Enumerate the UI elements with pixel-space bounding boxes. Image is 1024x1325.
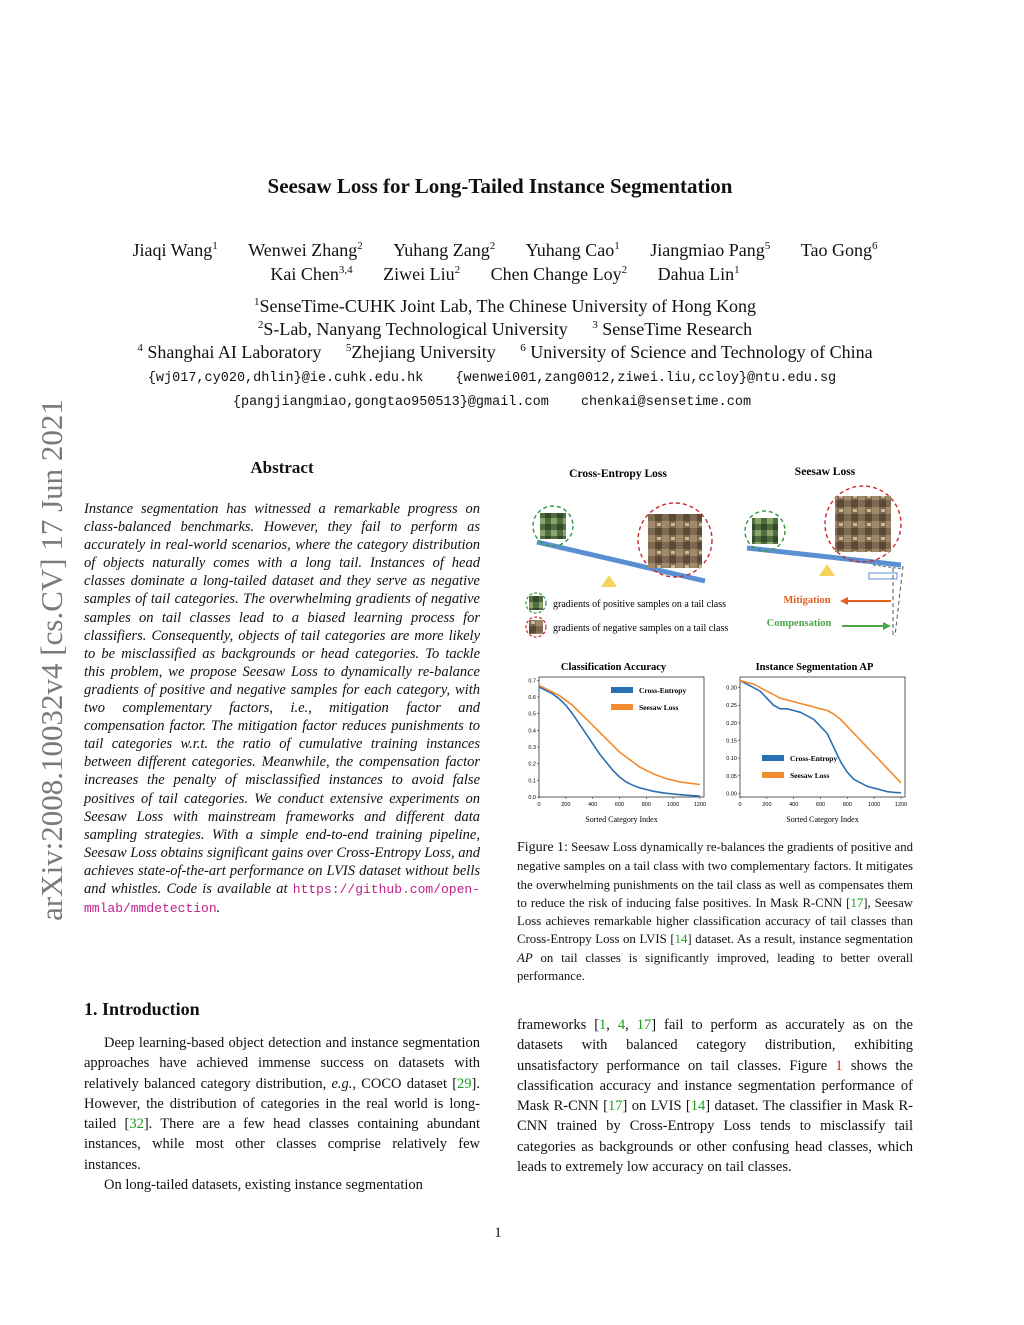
chart-title: Instance Segmentation AP [755,662,874,673]
classification-accuracy-chart [515,655,712,827]
citation-link[interactable]: 14 [690,1098,706,1115]
compensation-arrow-head [883,622,891,630]
y-tick-label: 0.10 [726,756,737,763]
abstract-heading: Abstract [250,458,314,477]
citation-link[interactable]: 14 [674,932,688,947]
citation-link[interactable]: 17 [636,1017,652,1033]
negative-samples-thumbnails [835,496,891,552]
author: Jiaqi Wang$^1$ [132,240,218,260]
mitigation-arrow-head [840,597,848,605]
instance-segmentation-ap-chart [716,655,913,827]
chart-title: Classification Accuracy [560,662,667,673]
citation-link[interactable]: 29 [457,1075,472,1092]
author: Dahua Lin$^1$ [657,264,740,284]
right-panel-title: Seesaw Loss [794,466,856,478]
legend-swatch [611,704,633,710]
dashed-guide [895,566,903,636]
code-link[interactable]: https://github.com/open-mmlab/mmdetection [84,881,481,917]
seesaw-pivot [819,564,835,576]
negative-legend-text: gradients of negative samples on a tail class [553,623,729,634]
email-row-1 [0,371,984,386]
arxiv-identifier: arXiv:2008.10032v4 [cs.CV] 17 Jun 2021 [34,399,69,921]
x-tick-label: 800 [641,802,651,808]
citation-link[interactable]: 17 [607,1098,623,1115]
email-address: {pangjiangmiao,gongtao950513}@gmail.com [232,395,549,410]
affiliation: $^4$ Shanghai AI Laboratory [137,342,322,362]
figure-reference-link[interactable]: 1 [835,1057,843,1074]
mitigation-label: Mitigation [783,595,831,606]
author: Chen Change Loy$^2$ [490,264,628,284]
y-tick-label: 0.00 [726,791,737,798]
author: Tao Gong$^6$ [800,240,878,260]
series-line-seesaw-loss [539,685,700,784]
paper-title: Seesaw Loss for Long-Tailed Instance Segmentation [267,174,733,198]
author: Ziwei Liu$^2$ [383,264,461,284]
x-tick-label: 600 [614,802,625,808]
legend-swatch [762,755,784,761]
author-list-row-1 [0,240,1010,261]
author: Kai Chen$^{3,4}$ [270,264,353,284]
author: Yuhang Zang$^2$ [393,240,496,260]
affiliation-row-3 [0,342,1010,363]
positive-legend-text: gradients of positive samples on a tail class [553,599,727,610]
affiliation: $^2$S-Lab, Nanyang Technological University [257,319,568,339]
intro-paragraph-1: Deep learning-based object detection and instance segmentation approaches have achieved immense success on datasets with relatively balanced category distribution, e.g., COCO dataset [29]. However, the distribution of categories in the real world is long-tailed [32]. There are a few head classes containing abundant instances, while most other classes comprise relatively few instances. On long-tailed datasets, existing instance segmentation [84,1033,480,1195]
arxiv-sidebar [22,360,82,960]
y-tick-label: 0.3 [528,745,536,751]
intro-paragraph-2: On long-tailed datasets, existing instance segmentation [104,1177,423,1194]
page-number: 1 [494,1225,502,1241]
x-tick-label: 0 [537,802,541,808]
x-tick-label: 1200 [693,802,707,808]
abstract-body: Instance segmentation has witnessed a remarkable progress on class-balanced benchmarks. However, they fail to perform as accurately in real-world scenarios, where the category distribution of objects naturally comes with a long tail. Instances of head classes dominate a long-tailed dataset and they serve as negative samples of tail categories. The overwhelming gradients of negative samples on tail classes lead to a biased learning process for classifiers. Consequently, objects of tail categories are more likely to be misclassified as backgrounds or head categories. To tackle this problem, we propose Seesaw Loss to dynamically re-balance gradients of positive and negative samples for each category, with two complementary factors, i.e., mitigation factor and compensation factor. The mitigation factor reduces punishments to tail categories w.r.t. the ratio of cumulative training instances between different categories. Meanwhile, the compensation factor increases the penalty of misclassified instances to avoid false positives of tail categories. We conduct extensive experiments on Seesaw Loss with mainstream frameworks and different data sampling strategies. With a simple end-to-end training pipeline, Seesaw Loss obtains significant gains over Cross-Entropy Loss, and achieves state-of-the-art performance on LVIS dataset without bells and whistles. Code is available at https://github.com/open-mmlab/mmdetection. [84,501,481,917]
legend-label: Seesaw Loss [639,703,679,712]
seesaw-loss-seesaw [745,486,903,638]
x-tick-label: 1000 [667,802,680,808]
affiliation-row-1 [0,296,1010,317]
citation-link[interactable]: 1 [599,1017,607,1033]
x-tick-label: 200 [561,802,571,808]
y-tick-label: 0.30 [726,685,737,692]
left-panel-title: Cross-Entropy Loss [569,468,667,480]
email-row-2 [0,395,984,410]
x-tick-label: 800 [842,802,852,808]
intro-continuation: frameworks [1, 4, 17] fail to perform as accurately as on the datasets with balanced category distribution, exhibiting unsatisfactory performance on tail classes. Figure 1 shows the classification accuracy and instance segmentation performance of Mask R-CNN [17] on LVIS [14] dataset. The classifier in Mask R-CNN trained by Cross-Entropy Loss tends to misclassify tail categories as backgrounds or other confusing head classes, which leads to extremely low accuracy on tail classes. [517,1017,913,1176]
y-tick-label: 0.1 [528,778,536,785]
y-tick-label: 0.20 [726,720,737,727]
legend-label: Seesaw Loss [790,771,830,780]
author-list-row-2 [0,264,1010,285]
x-tick-label: 1200 [894,802,908,808]
illustration-legend [526,593,728,637]
section-heading-introduction: 1. Introduction [84,999,200,1019]
affiliation: $^1$SenseTime-CUHK Joint Lab, The Chinese University of Hong Kong [254,296,756,316]
x-tick-label: 1000 [868,802,881,808]
y-tick-label: 0.15 [726,738,737,745]
x-axis-label: Sorted Category Index [585,815,658,824]
y-tick-label: 0.7 [528,678,536,685]
y-tick-label: 0.2 [528,761,536,768]
legend-swatch [611,687,633,693]
y-tick-label: 0.25 [726,703,737,710]
x-tick-label: 600 [815,802,826,808]
citation-link[interactable]: 32 [129,1116,144,1133]
positive-sample-thumbnail [752,518,778,544]
figure-1-caption: Figure 1: Seesaw Loss dynamically re-balances the gradients of positive and negative samples on a tail class with two complementary factors. It mitigates the overwhelming punishments on the tail class as well as compensates them to reduce the risk of inducing false positives. In Mask R-CNN [17], Seesaw Loss achieves remarkable higher classification accuracy of tail classes than Cross-Entropy Loss on LVIS [14] dataset. As a result, instance segmentation AP on tail classes is significantly improved, leading to better overall performance. [517,840,914,984]
affiliation: $^3$ SenseTime Research [592,319,753,339]
author: Yuhang Cao$^1$ [525,240,620,260]
y-tick-label: 0.5 [528,711,536,718]
citation-link[interactable]: 17 [850,895,864,910]
y-tick-label: 0.0 [528,795,536,801]
y-tick-label: 0.4 [528,728,536,735]
positive-sample-thumbnail [540,513,566,539]
legend-label: Cross-Entropy [639,686,687,695]
email-address: chenkai@sensetime.com [580,395,752,410]
seesaw-pivot [601,575,617,587]
x-tick-label: 400 [789,802,799,808]
compensation-label: Compensation [766,618,832,629]
abstract-text: Instance segmentation has witnessed a remarkable progress on class-balanced benchmarks. However, they fail to perform as accurately in real-world scenarios, where the category distribution of objects naturally comes with a long tail. Instances of head classes dominate a long-tailed dataset and they serve as negative samples of tail categories. The overwhelming gradients of negative samples on tail classes lead to a biased learning process for classifiers. Consequently, objects of tail categories are more likely to be misclassified as backgrounds or head categories. To tackle this problem, we propose Seesaw Loss to dynamically re-balance gradients of positive and negative samples for each category, with two complementary factors, i.e., mitigation factor and compensation factor. The mitigation factor reduces punishments to tail categories w.r.t. the ratio of cumulative training instances between different categories. Meanwhile, the compensation factor increases the penalty of misclassified instances to avoid false positives of tail categories. We conduct extensive experiments on Seesaw Loss with mainstream frameworks and different data sampling strategies. With a simple end-to-end training pipeline, Seesaw Loss obtains significant gains over Cross-Entropy Loss, and achieves state-of-the-art performance on LVIS dataset without bells and whistles. Code is available at [84,501,480,897]
negative-samples-thumbnails [648,514,702,568]
legend-swatch [762,772,784,778]
author: Wenwei Zhang$^2$ [248,240,363,260]
x-tick-label: 400 [588,802,598,808]
legend-label: Cross-Entropy [790,754,838,763]
email-address: {wenwei001,zang0012,ziwei.liu,ccloy}@ntu.edu.sg [455,371,837,386]
affiliation-row-2 [0,319,1010,340]
y-tick-label: 0.6 [528,695,536,701]
cross-entropy-seesaw [533,503,712,587]
email-address: {wj017,cy020,dhlin}@ie.cuhk.edu.hk [147,371,424,386]
affiliation: $^6$ University of Science and Technology of China [520,342,873,362]
x-axis-label: Sorted Category Index [786,815,859,824]
citation-link[interactable]: 4 [617,1017,626,1033]
seesaw-illustration [515,458,915,650]
author: Jiangmiao Pang$^5$ [650,240,771,260]
y-tick-label: 0.05 [726,773,737,780]
x-tick-label: 0 [738,802,742,808]
x-tick-label: 200 [762,802,772,808]
affiliation: $^5$Zhejiang University [345,342,496,362]
